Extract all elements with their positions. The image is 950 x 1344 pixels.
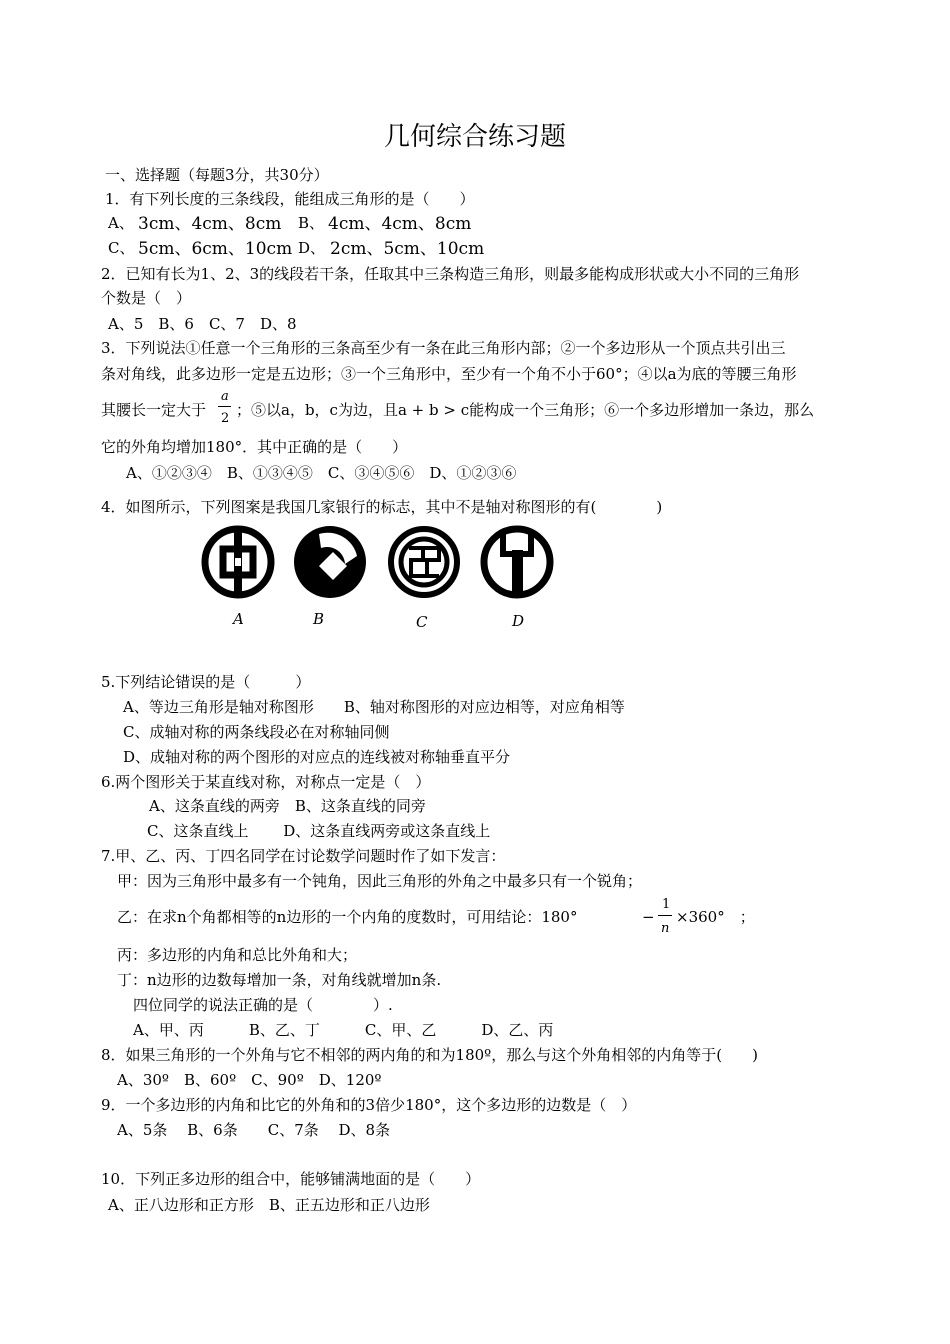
q3-line-2: 条对角线，此多边形一定是五边形；③一个三角形中，至少有一个角不小于60°；④以a为底的等腰三角形: [101, 365, 797, 383]
q3-line-4: 它的外角均增加180°．其中正确的是（ ）: [101, 438, 408, 456]
logo-d-image: [484, 529, 550, 595]
q7-stem: 7.甲、乙、丙、丁四名同学在讨论数学问题时作了如下发言：: [101, 847, 506, 865]
page-title: 几何综合练习题: [383, 122, 566, 152]
q2-options: A、5 B、6 C、7 D、8: [108, 315, 297, 333]
q7-fraction-denominator: n: [661, 921, 670, 936]
q3-line-3-end: ；⑤以a，b，c为边，且a + b > c能构成一个三角形；⑥一个多边形增加一条边，那么: [236, 401, 815, 419]
q7-statement-bing: 丙：多边形的内角和总比外角和大；: [117, 946, 358, 964]
q7-statement-yi-start: 乙：在求n个角都相等的n边形的一个内角的度数时，可用结论：180°: [117, 908, 578, 926]
q1-option-a-label: A、: [108, 214, 134, 232]
logo-a-label: A: [233, 610, 244, 628]
bank-logos-figure: [195, 520, 565, 635]
section-heading: 一、选择题（每题3分，共30分）: [105, 166, 329, 184]
q3-fraction-bar: [218, 406, 231, 407]
logo-a-image: [205, 528, 271, 596]
q8-stem: 8．如果三角形的一个外角与它不相邻的两内角的和为180º，那么与这个外角相邻的内角等于( ): [101, 1046, 758, 1064]
q5-option-c: C、成轴对称的两条线段必在对称轴同侧: [123, 723, 390, 741]
q7-minus-sign: −: [642, 908, 655, 926]
q9-stem: 9．一个多边形的内角和比它的外角和的3倍少180°，这个多边形的边数是（ ）: [101, 1096, 637, 1114]
q6-options-ab: A、这条直线的两旁 B、这条直线的同旁: [149, 797, 426, 815]
logo-d-label: D: [512, 612, 525, 630]
logo-b-label: B: [313, 610, 325, 628]
q4-stem: 4．如图所示，下列图案是我国几家银行的标志，其中不是轴对称图形的有( ): [101, 498, 663, 516]
q7-statement-yi-end: ×360° ；: [676, 908, 755, 926]
q1-option-c-label: C、: [108, 239, 135, 257]
logo-c-label: C: [416, 613, 428, 631]
q1-option-d-label: D、: [298, 239, 326, 257]
q5-options-ab: A、等边三角形是轴对称图形 B、轴对称图形的对应边相等，对应角相等: [123, 698, 625, 716]
q7-fraction-numerator: 1: [662, 897, 671, 912]
q1-option-c: 5cm、6cm、10cm: [138, 239, 293, 259]
q1-option-d: 2cm、5cm、10cm: [330, 239, 485, 259]
q10-options: A、正八边形和正方形 B、正五边形和正八边形: [108, 1196, 430, 1214]
q3-line-1: 3．下列说法①任意一个三角形的三条高至少有一条在此三角形内部；②一个多边形从一个顶点共引出三: [101, 339, 786, 357]
q5-stem: 5.下列结论错误的是（ ）: [101, 673, 311, 691]
q6-options-cd: C、这条直线上 D、这条直线两旁或这条直线上: [147, 822, 491, 840]
q7-options: A、甲、丙 B、乙、丁 C、甲、乙 D、乙、丙: [133, 1021, 554, 1039]
q3-options: A、①②③④ B、①③④⑤ C、③④⑤⑥ D、①②③⑥: [126, 464, 517, 482]
q7-fraction-bar: [658, 915, 672, 916]
q7-statement-ding: 丁：n边形的边数每增加一条，对角线就增加n条.: [117, 971, 442, 989]
q1-stem: 1．有下列长度的三条线段，能组成三角形的是（ ）: [105, 190, 475, 208]
q1-option-b: 4cm、4cm、8cm: [328, 214, 472, 234]
q10-stem: 10．下列正多边形的组合中，能够铺满地面的是（ ）: [101, 1170, 481, 1188]
q7-question: 四位同学的说法正确的是（ ）.: [133, 996, 393, 1014]
q7-statement-jia: 甲：因为三角形中最多有一个钝角，因此三角形的外角之中最多只有一个锐角；: [117, 872, 643, 890]
q9-options: A、5条 B、6条 C、7条 D、8条: [117, 1121, 391, 1139]
q8-options: A、30º B、60º C、90º D、120º: [117, 1071, 382, 1089]
q5-option-d: D、成轴对称的两个图形的对应点的连线被对称轴垂直平分: [123, 748, 511, 766]
q3-line-3-start: 其腰长一定大于: [101, 401, 207, 419]
q3-fraction-numerator: a: [221, 389, 229, 404]
q1-option-a: 3cm、4cm、8cm: [138, 214, 282, 234]
q6-stem: 6.两个图形关于某直线对称，对称点一定是（ ）: [101, 773, 431, 791]
q2-line-2: 个数是（ ）: [101, 289, 192, 307]
q3-fraction-denominator: 2: [221, 411, 230, 426]
logo-c-image: [391, 529, 457, 595]
q1-option-b-label: B、: [298, 214, 325, 232]
q2-line-1: 2．已知有长为1、2、3的线段若干条，任取其中三条构造三角形，则最多能构成形状或大小不同的三角形: [101, 265, 800, 283]
logo-b-image: [294, 526, 366, 598]
